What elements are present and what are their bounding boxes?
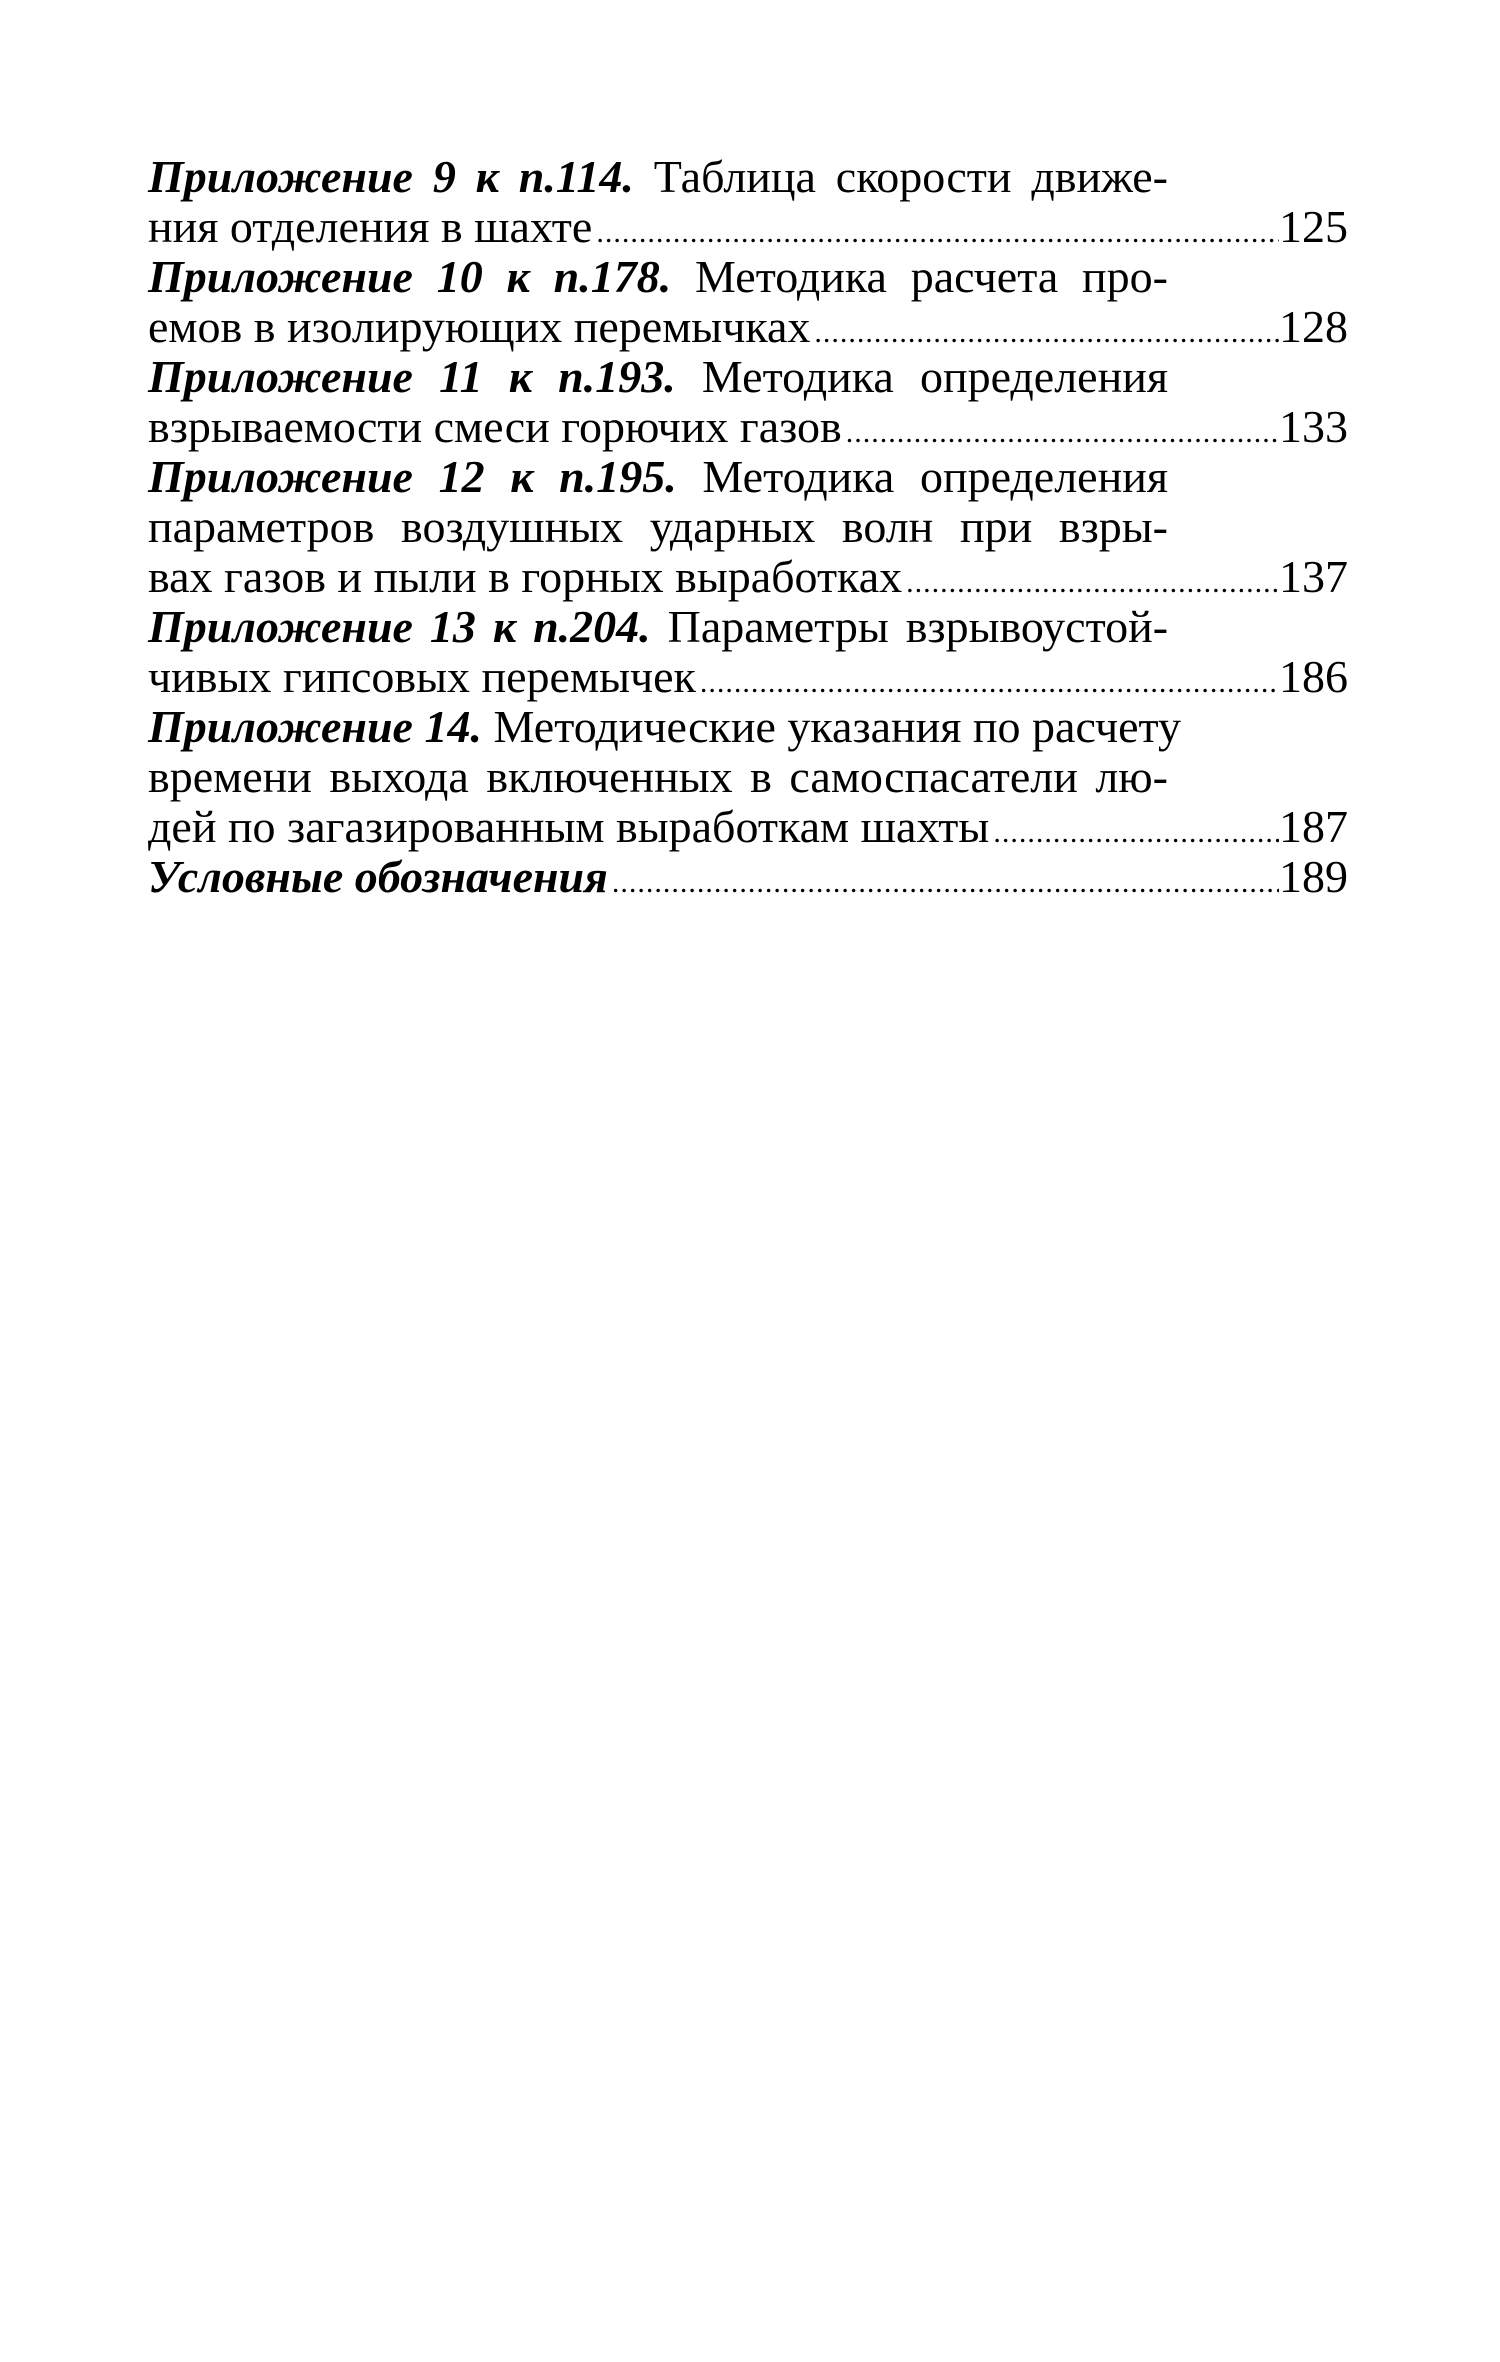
toc-entry-description: Методика расчета про-	[694, 251, 1168, 302]
toc-entry-title: Приложение 12 к п.195.	[148, 451, 677, 502]
toc-entry-title: Приложение 13 к п.204.	[148, 601, 651, 652]
toc-entry-first-line	[148, 701, 1182, 752]
toc-entry-last-line	[148, 852, 1348, 902]
toc-entry-description-end: взрываемости смеси горючих газов	[148, 401, 842, 452]
toc-entry	[148, 152, 1348, 252]
toc-entry-first-line	[148, 452, 1168, 502]
toc-page-number: 128	[1279, 301, 1348, 352]
toc-entry-description-end: емов в изолирующих перемычках	[148, 301, 811, 352]
toc-entry-description: Методика определения	[702, 451, 1168, 502]
toc-entry-description-end: вах газов и пыли в горных выработках	[148, 551, 903, 602]
toc-entry-last-line	[148, 402, 1348, 452]
toc-entry	[148, 352, 1348, 452]
toc-page-number: 125	[1279, 201, 1348, 252]
toc-entry-first-line	[148, 602, 1168, 652]
toc-entry-title: Приложение 11 к п.193.	[148, 351, 676, 402]
toc-entry-first-line	[148, 152, 1168, 202]
table-of-contents	[148, 152, 1348, 902]
toc-entry-description-end: ния отделения в шахте	[148, 201, 593, 252]
toc-page-number: 133	[1279, 401, 1348, 452]
toc-page-number: 187	[1279, 801, 1348, 852]
toc-entry-last-line	[148, 802, 1348, 852]
toc-page-number: 189	[1279, 851, 1348, 902]
dot-leader	[989, 808, 1279, 858]
toc-page-number: 137	[1279, 551, 1348, 602]
toc-entry-title: Приложение 10 к п.178.	[148, 251, 672, 302]
toc-entry-middle-line: параметров воздушных ударных волн при взры-	[148, 501, 1168, 552]
toc-entry-description-end: дей по загазированным выработкам шахты	[148, 801, 990, 852]
toc-entry-last-line	[148, 302, 1348, 352]
toc-entry-first-line	[148, 252, 1168, 302]
toc-entry-description: Таблица скорости движе-	[653, 151, 1168, 202]
toc-page-number: 186	[1279, 651, 1348, 702]
toc-entry	[148, 602, 1348, 702]
toc-entry-last-line	[148, 652, 1348, 702]
toc-entry	[148, 452, 1348, 602]
dot-leader	[608, 858, 1279, 908]
toc-entry-description: Параметры взрывоустой-	[667, 601, 1169, 652]
toc-entry-description: Методические указания по расчету	[493, 701, 1182, 752]
toc-entry	[148, 702, 1348, 852]
toc-entry-description: Методика определения	[701, 351, 1168, 402]
toc-entry-last-line	[148, 202, 1348, 252]
toc-entry	[148, 252, 1348, 352]
toc-entry-middle-line: времени выхода включенных в самоспасатели лю-	[148, 751, 1168, 802]
toc-entry-title: Условные обозначения	[148, 851, 608, 902]
toc-entry-first-line	[148, 352, 1168, 402]
toc-entry-description-end: чивых гипсовых перемычек	[148, 651, 696, 702]
toc-entry-title: Приложение 9 к п.114.	[148, 151, 634, 202]
toc-entry-symbols	[148, 852, 1348, 902]
toc-entry-last-line	[148, 552, 1348, 602]
toc-entry-title: Приложение 14.	[148, 701, 482, 752]
